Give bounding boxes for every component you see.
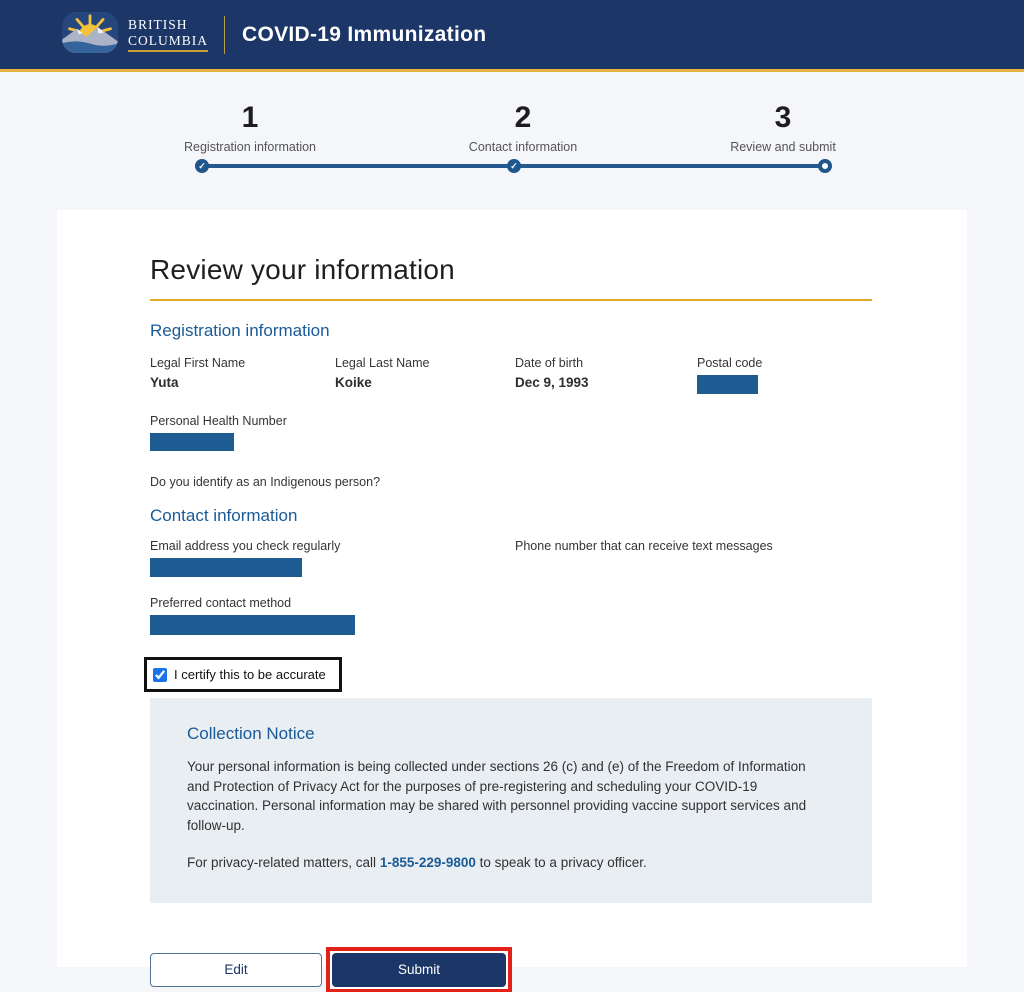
- logo-line1: BRITISH: [128, 16, 188, 32]
- first-name-label: Legal First Name: [150, 356, 246, 370]
- edit-button[interactable]: Edit: [150, 953, 322, 987]
- collection-notice-heading: Collection Notice: [187, 724, 315, 743]
- step-2-complete-check-icon: ✓: [507, 159, 521, 173]
- step-3-label: Review and submit: [730, 140, 836, 154]
- email-label: Email address you check regularly: [150, 539, 341, 553]
- dob-label: Date of birth: [515, 356, 584, 370]
- postal-code-redacted-value: [697, 375, 758, 394]
- app-title: COVID-19 Immunization: [242, 22, 487, 46]
- certify-label[interactable]: I certify this to be accurate: [174, 667, 326, 682]
- progress-stepper: [183, 95, 836, 187]
- field-date-of-birth: [515, 356, 697, 394]
- notice-p2-suffix: to speak to a privacy officer.: [475, 855, 647, 870]
- page-title: Review your information: [150, 254, 455, 285]
- registration-section-heading: Registration information: [150, 321, 330, 340]
- phn-redacted-value: [150, 433, 234, 451]
- bc-logo-wordmark: [128, 17, 208, 52]
- app-header: [0, 0, 1024, 72]
- field-preferred-contact-method: [150, 596, 872, 635]
- first-name-value: Yuta: [150, 375, 179, 390]
- step-3-current-marker-icon: [818, 159, 832, 173]
- step-1: [184, 95, 316, 154]
- email-redacted-value: [150, 558, 302, 577]
- field-email: [150, 539, 515, 577]
- step-1-label: Registration information: [183, 140, 317, 154]
- step-2: [469, 95, 577, 154]
- certify-annotation-box: [144, 657, 342, 692]
- submit-button[interactable]: Submit: [332, 953, 506, 987]
- indigenous-question-label: Do you identify as an Indigenous person?: [150, 475, 381, 489]
- dob-value: Dec 9, 1993: [515, 375, 589, 390]
- step-1-number: 1: [241, 101, 259, 134]
- notice-p2-prefix: For privacy-related matters, call: [187, 855, 380, 870]
- last-name-value: Koike: [335, 375, 372, 390]
- step-1-complete-check-icon: ✓: [195, 159, 209, 173]
- contact-fields-row: [150, 539, 872, 577]
- field-last-name: [335, 356, 515, 394]
- phn-label: Personal Health Number: [150, 414, 287, 428]
- header-divider: [224, 16, 225, 54]
- collection-notice-panel: [150, 698, 872, 903]
- field-phone: [515, 539, 872, 577]
- contact-section-heading: Contact information: [150, 506, 298, 525]
- logo-line2: COLUMBIA: [128, 33, 208, 53]
- gold-divider: [150, 299, 872, 301]
- review-card: [57, 210, 967, 977]
- privacy-phone-link[interactable]: 1-855-229-9800: [379, 855, 476, 870]
- bc-gov-logo[interactable]: [62, 12, 208, 58]
- preferred-method-label: Preferred contact method: [150, 596, 292, 610]
- last-name-label: Legal Last Name: [335, 356, 430, 370]
- field-first-name: [150, 356, 335, 394]
- field-personal-health-number: [150, 414, 872, 451]
- registration-fields-row: [150, 356, 872, 394]
- preferred-method-redacted-value: [150, 615, 355, 635]
- step-2-number: 2: [514, 101, 532, 134]
- collection-notice-paragraph-1: Your personal information is being collected under sections 26 (c) and (e) of the Freedom of Information and Protection of Privacy Act for the purposes of pre-registering and scheduling your COVID-19 vaccination. Personal information may be shared with personnel providing vaccine support services and follow-up.: [187, 759, 807, 833]
- phone-label: Phone number that can receive text messages: [515, 539, 773, 553]
- collection-notice-paragraph-2: [187, 853, 812, 873]
- step-2-label: Contact information: [468, 140, 578, 154]
- certify-checkbox[interactable]: [153, 668, 167, 682]
- bc-sunrise-logo-icon: [62, 12, 118, 58]
- step-3-number: 3: [774, 101, 792, 134]
- field-postal-code: [697, 356, 872, 394]
- postal-code-label: Postal code: [697, 356, 763, 370]
- submit-annotation-box: [326, 947, 512, 992]
- step-3: [730, 95, 836, 154]
- action-buttons-row: [150, 947, 872, 992]
